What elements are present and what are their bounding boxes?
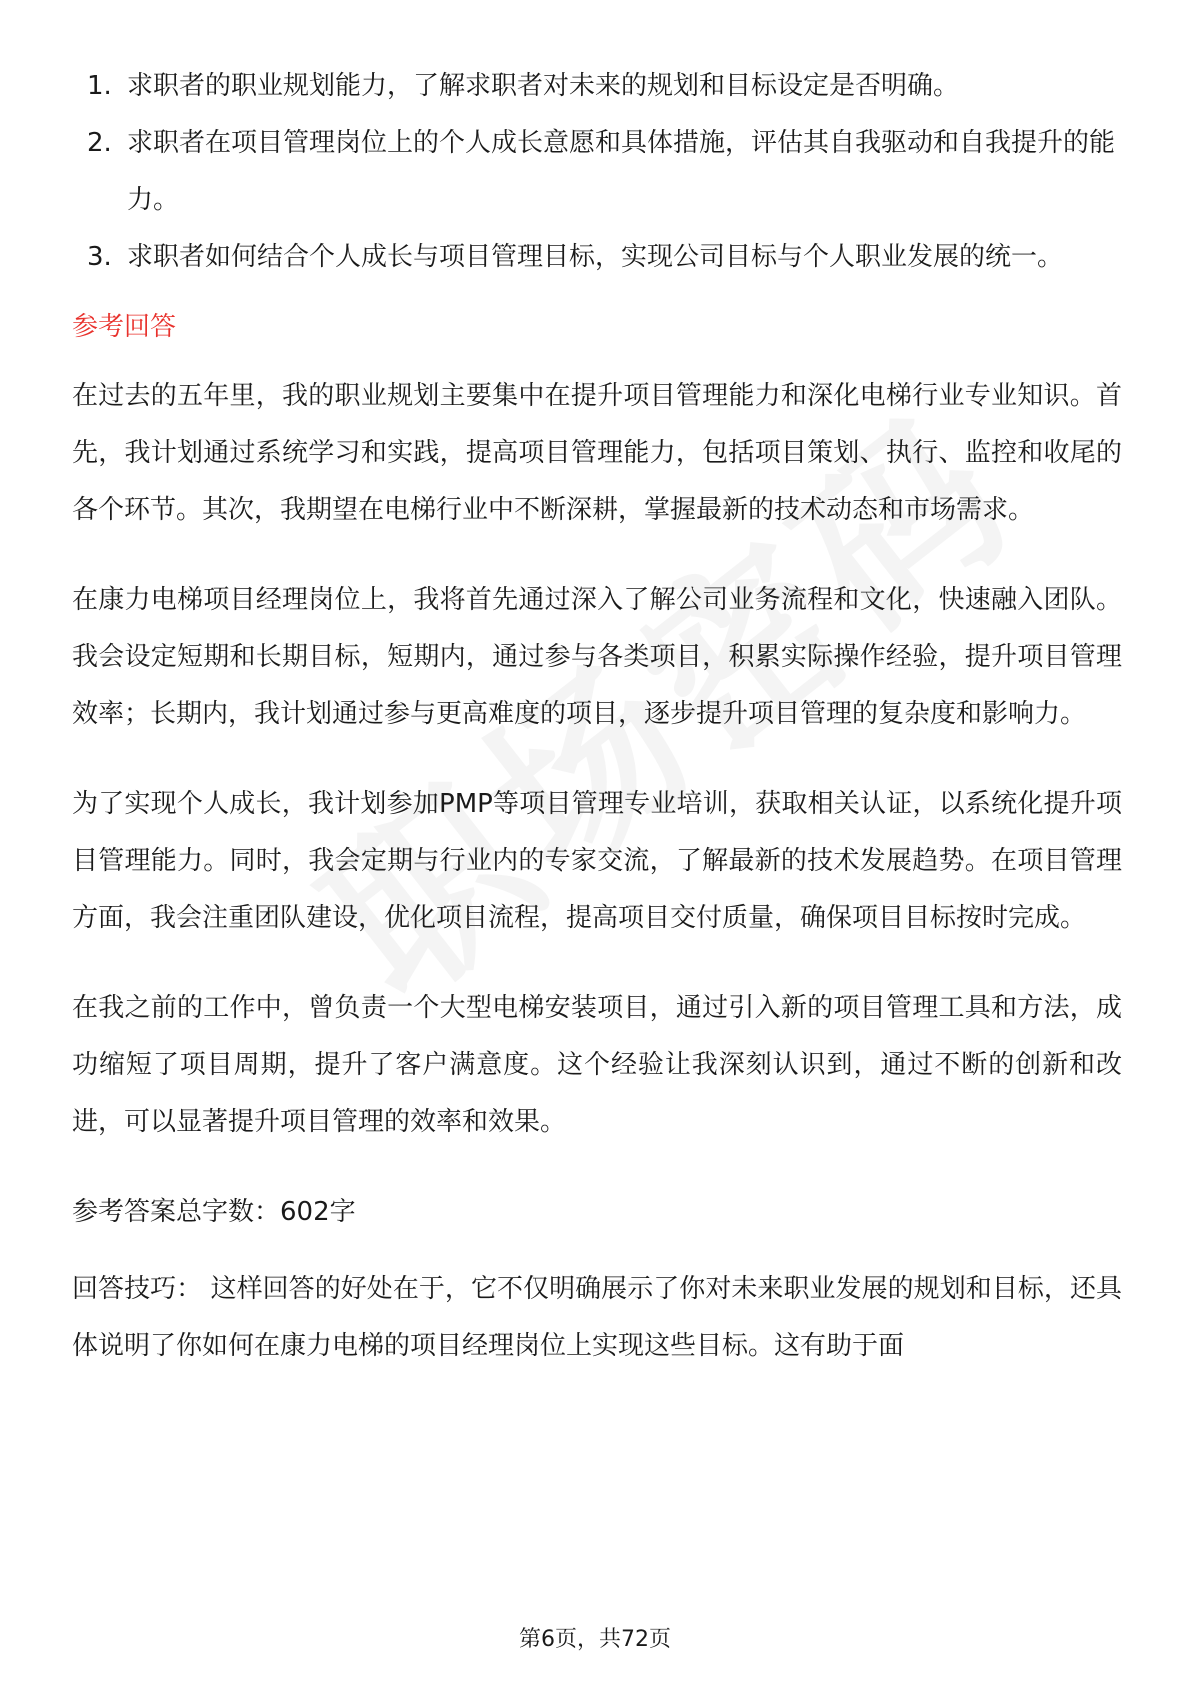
question-text: 求职者在项目管理岗位上的个人成长意愿和具体措施，评估其自我驱动和自我提升的能力。 xyxy=(127,128,1116,215)
answer-tips: 回答技巧： 这样回答的好处在于，它不仅明确展示了你对未来职业发展的规划和目标，还具体说明了你如何在康力电梯的项目经理岗位上实现这些目标。这有助于面 xyxy=(72,1274,1122,1361)
question-number: 2. xyxy=(87,128,112,158)
answer-paragraph: 为了实现个人成长，我计划参加PMP等项目管理专业培训，获取相关认证，以系统化提升项目管理能力。同时，我会定期与行业内的专家交流，了解最新的技术发展趋势。在项目管理方面，我会注重团队建设，优化项目流程，提高项目交付质量，确保项目目标按时完成。 xyxy=(72,789,1122,933)
question-text: 求职者如何结合个人成长与项目管理目标，实现公司目标与个人职业发展的统一。 xyxy=(127,242,1064,272)
answer-paragraph: 在康力电梯项目经理岗位上，我将首先通过深入了解公司业务流程和文化，快速融入团队。我会设定短期和长期目标，短期内，通过参与各类项目，积累实际操作经验，提升项目管理效率；长期内，我计划通过参与更高难度的项目，逐步提升项目管理的复杂度和影响力。 xyxy=(72,585,1122,729)
question-list xyxy=(72,58,1122,286)
answer-paragraph: 在我之前的工作中，曾负责一个大型电梯安装项目，通过引入新的项目管理工具和方法，成功缩短了项目周期，提升了客户满意度。这个经验让我深刻认识到，通过不断的创新和改进，可以显著提升项目管理的效率和效果。 xyxy=(72,993,1122,1137)
question-number: 3. xyxy=(87,242,112,272)
answer-heading: 参考回答 xyxy=(72,312,177,342)
page-content xyxy=(72,58,1122,1408)
word-count: 参考答案总字数：602字 xyxy=(72,1197,356,1227)
question-item xyxy=(72,115,1122,229)
answer-paragraph: 在过去的五年里，我的职业规划主要集中在提升项目管理能力和深化电梯行业专业知识。首先，我计划通过系统学习和实践，提高项目管理能力，包括项目策划、执行、监控和收尾的各个环节。其次，我期望在电梯行业中不断深耕，掌握最新的技术动态和市场需求。 xyxy=(72,381,1122,525)
question-item xyxy=(72,58,1122,115)
question-text: 求职者的职业规划能力，了解求职者对未来的规划和目标设定是否明确。 xyxy=(127,71,960,101)
page-footer: 第6页，共72页 xyxy=(519,1627,671,1652)
question-number: 1. xyxy=(87,71,112,101)
question-item xyxy=(72,229,1122,286)
